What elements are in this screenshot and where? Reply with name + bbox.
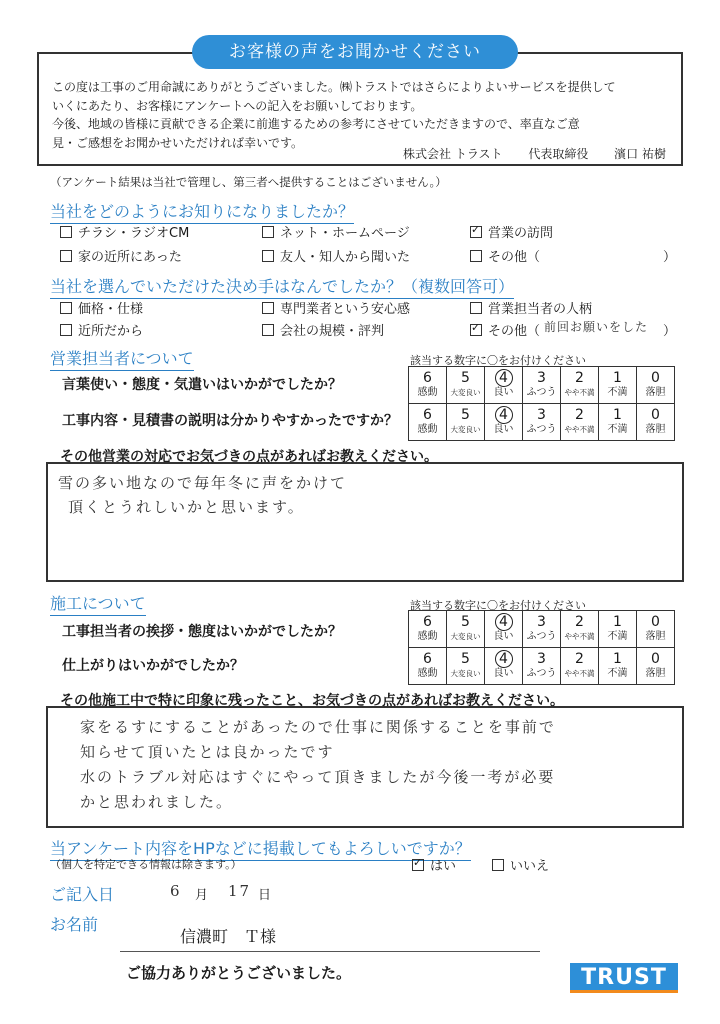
rating-cell-5[interactable] [447, 367, 485, 404]
q2-option[interactable]: 近所だから [60, 320, 143, 339]
rating-number: 5 [461, 407, 470, 423]
rating-cell-5[interactable] [447, 611, 485, 648]
rating-number: 2 [575, 614, 584, 630]
rating-number: 0 [651, 407, 660, 423]
handwritten-line: 雪の多い地なので毎年冬に声をかけて [58, 474, 348, 492]
rating-cell-6[interactable] [409, 404, 447, 441]
checkbox-icon[interactable] [60, 302, 72, 314]
rating-cell-1[interactable] [599, 404, 637, 441]
rating-cell-4[interactable] [485, 367, 523, 404]
rating-number: 6 [423, 407, 432, 423]
handwritten-line: かと思われました。 [80, 793, 234, 811]
rating-number: 1 [613, 370, 622, 386]
rating-row [409, 367, 675, 404]
checked-checkbox-icon[interactable] [412, 859, 424, 871]
rating-label: 不満 [607, 631, 628, 642]
rating-label: 落胆 [645, 387, 666, 398]
name-label: お名前 [50, 915, 99, 934]
checkbox-icon[interactable] [470, 250, 482, 262]
checkbox-icon[interactable] [492, 859, 504, 871]
intro-line: 見・ご感想をお聞かせいただければ幸いです。 [52, 135, 304, 150]
rating-number: 0 [651, 651, 660, 667]
rating-label: やや不満 [564, 632, 595, 641]
rating-label: 良い [493, 424, 514, 435]
rating-row [409, 611, 675, 648]
rating-label: 良い [493, 668, 514, 679]
handwritten-line: 水のトラブル対応はすぐにやって頂きましたが今後一考が必要 [80, 768, 556, 786]
sales-heading: 営業担当者について [50, 346, 194, 371]
checkbox-icon[interactable] [262, 226, 274, 238]
checkbox-icon[interactable] [60, 324, 72, 336]
rating-cell-1[interactable] [599, 611, 637, 648]
rating-label: 不満 [607, 387, 628, 398]
rating-row [409, 648, 675, 685]
rating-number: 3 [537, 614, 546, 630]
rating-cell-2[interactable] [561, 611, 599, 648]
publish-yes-option[interactable]: ✓ はい [412, 855, 456, 874]
q2-heading: 当社を選んでいただけた決め手はなんでしたか？（複数回答可） [50, 274, 514, 299]
rating-label: ふつう [526, 668, 557, 679]
sales-question-1: 言葉使い・態度・気遣いはいかがでしたか？ [62, 377, 342, 393]
rating-label: 大変良い [450, 425, 481, 434]
checked-checkbox-icon[interactable] [470, 324, 482, 336]
rating-cell-0[interactable] [637, 404, 675, 441]
checkbox-icon[interactable] [470, 302, 482, 314]
signature [381, 145, 666, 162]
checked-checkbox-icon[interactable] [470, 226, 482, 238]
rating-cell-0[interactable] [637, 648, 675, 685]
rating-cell-1[interactable] [599, 648, 637, 685]
rating-number: 5 [461, 614, 470, 630]
publish-note: （個人を特定できる情報は除きます。） [50, 858, 242, 871]
rating-label: 大変良い [450, 388, 481, 397]
q1-option[interactable]: ネット・ホームページ [262, 222, 410, 241]
rating-cell-3[interactable] [523, 404, 561, 441]
rating-label: 感動 [417, 631, 438, 642]
rating-label: 良い [493, 387, 514, 398]
checkbox-icon[interactable] [60, 250, 72, 262]
trust-logo: TRUST [570, 963, 678, 993]
date-day-value: 17 [228, 882, 252, 900]
rating-label: 感動 [417, 387, 438, 398]
scale-instructions: 該当する数字に〇をお付けください [410, 354, 586, 367]
close-paren: ） [663, 324, 677, 339]
rating-label: 落胆 [645, 631, 666, 642]
rating-cell-3[interactable] [523, 367, 561, 404]
checkbox-icon[interactable] [262, 302, 274, 314]
rating-label: 不満 [607, 424, 628, 435]
rating-number: 6 [423, 651, 432, 667]
rating-table-sales [408, 366, 675, 441]
rating-number: 4 [485, 651, 522, 667]
close-paren: ） [663, 250, 677, 265]
rating-number: 3 [537, 370, 546, 386]
rating-label: やや不満 [564, 425, 595, 434]
rating-label: 落胆 [645, 668, 666, 679]
intro-text [52, 78, 677, 152]
rating-cell-3[interactable] [523, 611, 561, 648]
day-unit: 日 [258, 888, 272, 903]
rating-cell-6[interactable] [409, 648, 447, 685]
rating-number: 1 [613, 651, 622, 667]
rating-cell-0[interactable] [637, 611, 675, 648]
customer-name: 信濃町 Ｔ様 [180, 927, 277, 946]
q1-heading: 当社をどのようにお知りになりましたか？ [50, 199, 354, 224]
rating-label: 不満 [607, 668, 628, 679]
rating-label: 感動 [417, 668, 438, 679]
handwritten-line: 頂くとうれしいかと思います。 [68, 498, 305, 516]
construction-comment-prompt: その他施工中で特に印象に残ったこと、お気づきの点があればお教えください。 [60, 693, 564, 709]
intro-line: この度は工事のご用命誠にありがとうございました。㈱トラストではさらによりよいサービスを提供して [52, 80, 616, 94]
rating-table-construction [408, 610, 675, 685]
rating-row [409, 404, 675, 441]
handwritten-line: 知らせて頂いたとは良かったです [80, 743, 335, 761]
q2-option[interactable]: 会社の規模・評判 [262, 320, 384, 339]
checkbox-icon[interactable] [262, 324, 274, 336]
q1-option[interactable]: ✓ 営業の訪問 [470, 222, 553, 241]
rating-label: やや不満 [564, 669, 595, 678]
rating-label: 大変良い [450, 632, 481, 641]
rating-cell-3[interactable] [523, 648, 561, 685]
construction-question-1: 工事担当者の挨拶・態度はいかがでしたか？ [62, 624, 342, 640]
rating-number: 2 [575, 370, 584, 386]
rating-number: 2 [575, 651, 584, 667]
rating-label: 良い [493, 631, 514, 642]
handwritten-line: 家をるすにすることがあったので仕事に関係することを事前で [80, 718, 556, 736]
name-underline [120, 951, 540, 952]
intro-line: いくにあたり、お客様にアンケートへの記入をお願いしております。 [52, 98, 423, 113]
rating-label: ふつう [526, 631, 557, 642]
checkbox-icon[interactable] [262, 250, 274, 262]
rating-label: やや不満 [564, 388, 595, 397]
rating-table-body [409, 367, 675, 441]
intro-line: 今後、地域の皆様に貢献できる企業に前進するための参考にさせていただきますので、率直なご意 [52, 117, 580, 131]
q2-option[interactable]: ✓ その他（ [470, 320, 540, 339]
sales-comment-prompt: その他営業の対応でお気づきの点があればお教えください。 [60, 449, 438, 465]
rating-number: 3 [537, 651, 546, 667]
q1-option[interactable]: チラシ・ラジオCM [60, 222, 189, 241]
thanks-message: ご協力ありがとうございました。 [126, 964, 352, 982]
construction-heading: 施工について [50, 591, 146, 616]
checkbox-icon[interactable] [60, 226, 72, 238]
rating-cell-0[interactable] [637, 367, 675, 404]
q2-option[interactable]: 営業担当者の人柄 [470, 298, 592, 317]
rating-cell-2[interactable] [561, 648, 599, 685]
rating-cell-2[interactable] [561, 367, 599, 404]
date-label: ご記入日 [50, 885, 115, 904]
publish-question: 当アンケート内容をHPなどに掲載してもよろしいですか？ [50, 836, 471, 861]
rating-cell-2[interactable] [561, 404, 599, 441]
rating-label: ふつう [526, 387, 557, 398]
company-name: 株式会社 トラスト [403, 147, 503, 161]
signer-name: 濱口 祐樹 [614, 147, 666, 161]
signer-title: 代表取締役 [528, 147, 589, 161]
rating-cell-4[interactable] [485, 611, 523, 648]
rating-label: 大変良い [450, 669, 481, 678]
scale-instructions: 該当する数字に〇をお付けください [410, 599, 586, 612]
rating-number: 6 [423, 614, 432, 630]
rating-label: ふつう [526, 424, 557, 435]
rating-cell-4[interactable] [485, 404, 523, 441]
date-month-value: 6 [170, 882, 182, 900]
survey-title: お客様の声をお聞かせください [192, 35, 518, 69]
q1-option[interactable]: 友人・知人から聞いた [262, 246, 410, 265]
rating-cell-1[interactable] [599, 367, 637, 404]
q2-option[interactable]: 専門業者という安心感 [262, 298, 410, 317]
rating-number: 5 [461, 651, 470, 667]
privacy-note: （アンケート結果は当社で管理し、第三者へ提供することはございません。） [50, 175, 447, 189]
rating-number: 0 [651, 614, 660, 630]
sales-question-2: 工事内容・見積書の説明は分かりやすかったですか？ [62, 413, 398, 429]
rating-number: 5 [461, 370, 470, 386]
rating-label: 感動 [417, 424, 438, 435]
rating-cell-6[interactable] [409, 611, 447, 648]
q1-option[interactable]: 家の近所にあった [60, 246, 182, 265]
q2-other-handwritten: 前回お願いをした [544, 320, 649, 334]
rating-number: 0 [651, 370, 660, 386]
rating-number: 3 [537, 407, 546, 423]
rating-cell-4[interactable] [485, 648, 523, 685]
rating-number: 4 [485, 407, 522, 423]
rating-table-body [409, 611, 675, 685]
rating-number: 2 [575, 407, 584, 423]
rating-cell-6[interactable] [409, 367, 447, 404]
construction-question-2: 仕上がりはいかがでしたか？ [62, 658, 244, 674]
q1-option[interactable]: その他（ [470, 246, 540, 265]
rating-number: 4 [485, 614, 522, 630]
rating-label: 落胆 [645, 424, 666, 435]
rating-number: 1 [613, 407, 622, 423]
publish-no-option[interactable]: いいえ [492, 855, 549, 874]
q2-option[interactable]: 価格・仕様 [60, 298, 143, 317]
month-unit: 月 [195, 888, 209, 903]
rating-number: 1 [613, 614, 622, 630]
rating-cell-5[interactable] [447, 404, 485, 441]
rating-number: 6 [423, 370, 432, 386]
rating-cell-5[interactable] [447, 648, 485, 685]
rating-number: 4 [485, 370, 522, 386]
